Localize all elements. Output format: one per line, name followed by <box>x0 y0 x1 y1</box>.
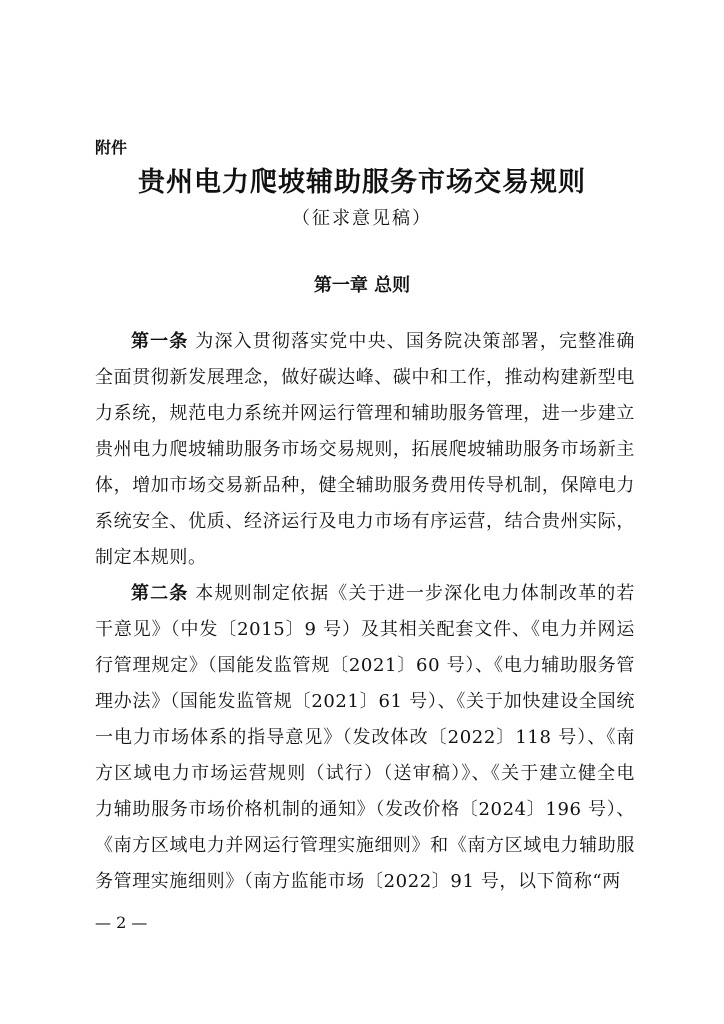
article-2 <box>95 576 635 900</box>
document-body <box>95 324 635 900</box>
attachment-label: 附件 <box>95 138 128 157</box>
chapter-heading: 第一章 总则 <box>313 275 411 296</box>
article-2-text: 本规则制定依据《关于进一步深化电力体制改革的若干意见》（中发〔2015〕9 号）及其相关配套文件、《电力并网运行管理规定》（国能发监管规〔2021〕60 号）、《电力辅助服务管理办法》（国能发监管规〔2021〕61 号）、《关于加快建设全国统一电力市场体系的指导意见》（发改体改〔2022〕118 号）、《南方区域电力市场运营规则（试行）（送审稿）》、《关于建立健全电力辅助服务市场价格机制的通知》（发改价格〔2024〕196 号）、《南方区域电力并网运行管理实施细则》和《南方区域电力辅助服务管理实施细则》（南方监能市场〔2022〕91 号，以下简称“两 <box>95 583 635 892</box>
article-1-text: 为深入贯彻落实党中央、国务院决策部署，完整准确全面贯彻新发展理念，做好碳达峰、碳中和工作，推动构建新型电力系统，规范电力系统并网运行管理和辅助服务管理，进一步建立贵州电力爬坡辅助服务市场交易规则，拓展爬坡辅助服务市场新主体，增加市场交易新品种，健全辅助服务费用传导机制，保障电力系统安全、优质、经济运行及电力市场有序运营，结合贵州实际，制定本规则。 <box>95 331 635 568</box>
article-1 <box>95 324 635 576</box>
document-subtitle: （征求意见稿） <box>292 208 432 229</box>
page-number: — 2 — <box>95 913 148 932</box>
document-title: 贵州电力爬坡辅助服务市场交易规则 <box>138 167 586 198</box>
article-1-label: 第一条 <box>131 331 189 352</box>
article-2-label: 第二条 <box>131 583 189 604</box>
